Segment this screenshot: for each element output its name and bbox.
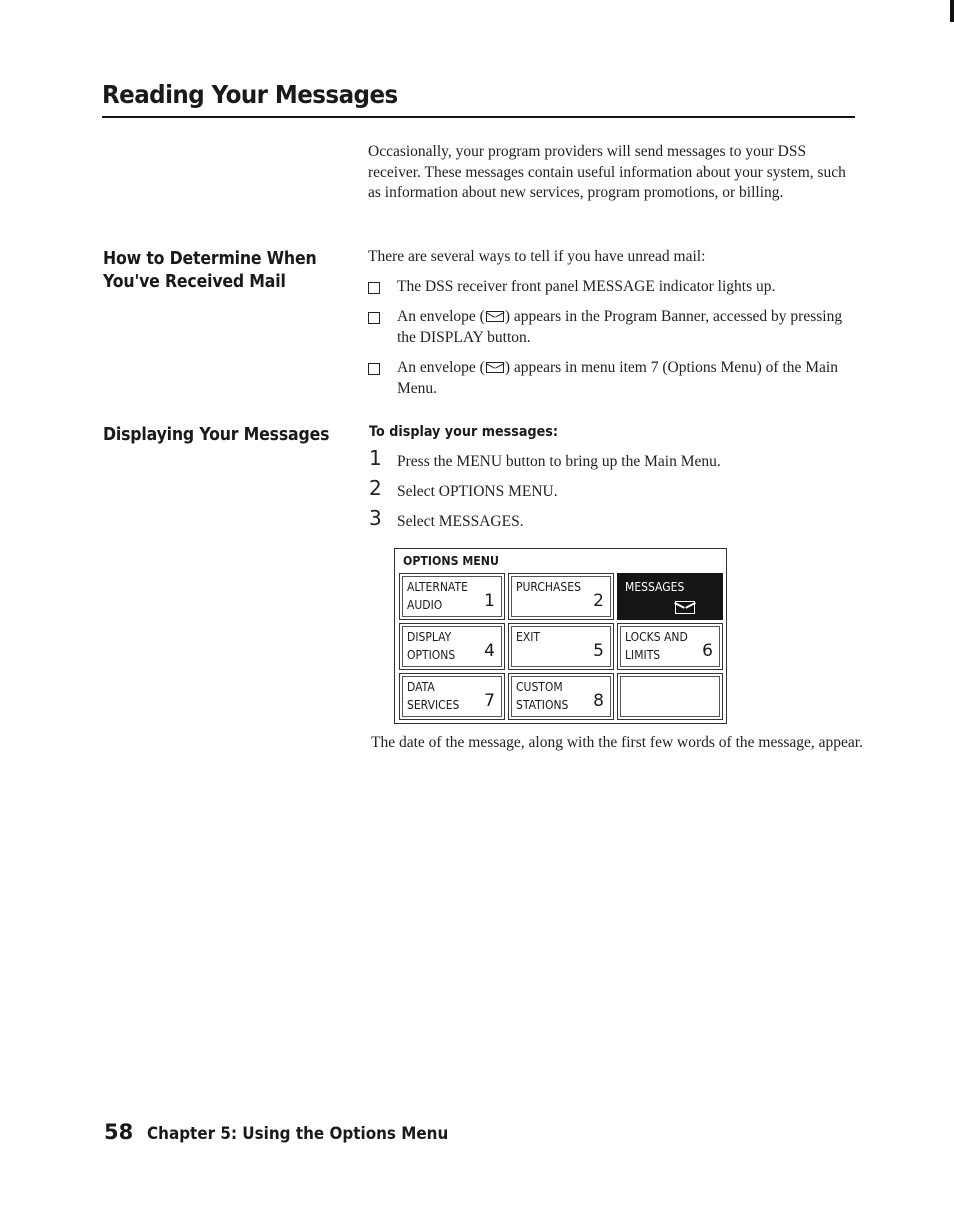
step-text: Press the MENU button to bring up the Main Menu.: [397, 453, 721, 470]
bullet-text-before: An envelope (: [397, 308, 485, 325]
procedure-heading: To display your messages:: [369, 424, 558, 440]
heading-displaying-messages: Displaying Your Messages: [103, 425, 330, 445]
menu-item-label: PURCHASES: [516, 580, 581, 594]
step-number: 1: [369, 446, 382, 470]
step-text: Select MESSAGES.: [397, 513, 524, 530]
chapter-title: Chapter 5: Using the Options Menu: [146, 1124, 449, 1143]
menu-item-label: DATA: [407, 680, 435, 694]
menu-item-label: LOCKS AND: [625, 630, 688, 644]
bullet-text: The DSS receiver front panel MESSAGE indicator lights up.: [397, 278, 776, 295]
after-menu-paragraph: The date of the message, along with the first few words of the message, appear.: [371, 734, 863, 751]
menu-item-custom-stations[interactable]: [508, 673, 614, 720]
menu-item-display-options[interactable]: [399, 623, 505, 670]
page-number: 58: [104, 1120, 134, 1144]
menu-item-data-services[interactable]: [399, 673, 505, 720]
step-text: Select OPTIONS MENU.: [397, 483, 558, 500]
menu-item-label: LIMITS: [625, 648, 661, 662]
menu-item-label: CUSTOM: [516, 680, 563, 694]
menu-item-number: 5: [593, 641, 604, 661]
menu-item-label: DISPLAY: [407, 630, 452, 644]
checkbox-bullet-icon: [368, 312, 380, 324]
menu-item-number: 2: [593, 591, 604, 611]
heading-received-mail: How to Determine When You've Received Mail: [103, 249, 317, 292]
step-number: 3: [369, 506, 382, 530]
mail-lead-text: There are several ways to tell if you have unread mail:: [368, 248, 706, 265]
mail-bullet-1: [368, 277, 848, 298]
page-edge-mark: [950, 0, 954, 22]
checkbox-bullet-icon: [368, 363, 380, 375]
mail-bullet-3: [368, 358, 848, 399]
menu-item-number: 4: [484, 641, 495, 661]
options-menu-figure: [394, 548, 727, 724]
intro-paragraph: Occasionally, your program providers will send messages to your DSS receiver. These messages contain useful information about your system, such as information about new services, program promotions, or billing.: [368, 143, 846, 201]
menu-item-label: ALTERNATE: [407, 580, 468, 594]
bullet-text: [397, 307, 848, 348]
page-title: Reading Your Messages: [102, 80, 398, 109]
menu-item-label: AUDIO: [407, 598, 443, 612]
menu-item-label: EXIT: [516, 630, 541, 644]
page-footer: [104, 1120, 474, 1144]
envelope-icon: [675, 601, 695, 614]
menu-item-label: MESSAGES: [625, 580, 685, 594]
menu-item-locks-and-limits[interactable]: [617, 623, 723, 670]
menu-item-messages[interactable]: [617, 573, 723, 620]
menu-item-exit[interactable]: [508, 623, 614, 670]
menu-item-alternate-audio[interactable]: [399, 573, 505, 620]
bullet-text-after: ) appears in the Program Banner, accessed by pressing the DISPLAY button.: [397, 308, 843, 346]
title-rule: [102, 116, 855, 118]
menu-item-number: 6: [702, 641, 713, 661]
envelope-icon: [486, 311, 504, 322]
step-number: 2: [369, 476, 382, 500]
bullet-text-after: ) appears in menu item 7 (Options Menu) of the Main Menu.: [397, 359, 838, 397]
menu-item-label: OPTIONS: [407, 648, 456, 662]
menu-item-purchases[interactable]: [508, 573, 614, 620]
menu-item-empty: [617, 673, 723, 720]
menu-item-number: 7: [484, 691, 495, 711]
menu-item-number: 1: [484, 591, 495, 611]
options-menu-title: OPTIONS MENU: [403, 553, 499, 568]
bullet-text: [397, 358, 848, 399]
menu-item-number: 8: [593, 691, 604, 711]
checkbox-bullet-icon: [368, 282, 380, 294]
envelope-icon: [486, 362, 504, 373]
menu-item-label: SERVICES: [407, 698, 460, 712]
mail-bullet-2: [368, 307, 848, 348]
bullet-text-before: An envelope (: [397, 359, 485, 376]
menu-item-label: STATIONS: [516, 698, 569, 712]
